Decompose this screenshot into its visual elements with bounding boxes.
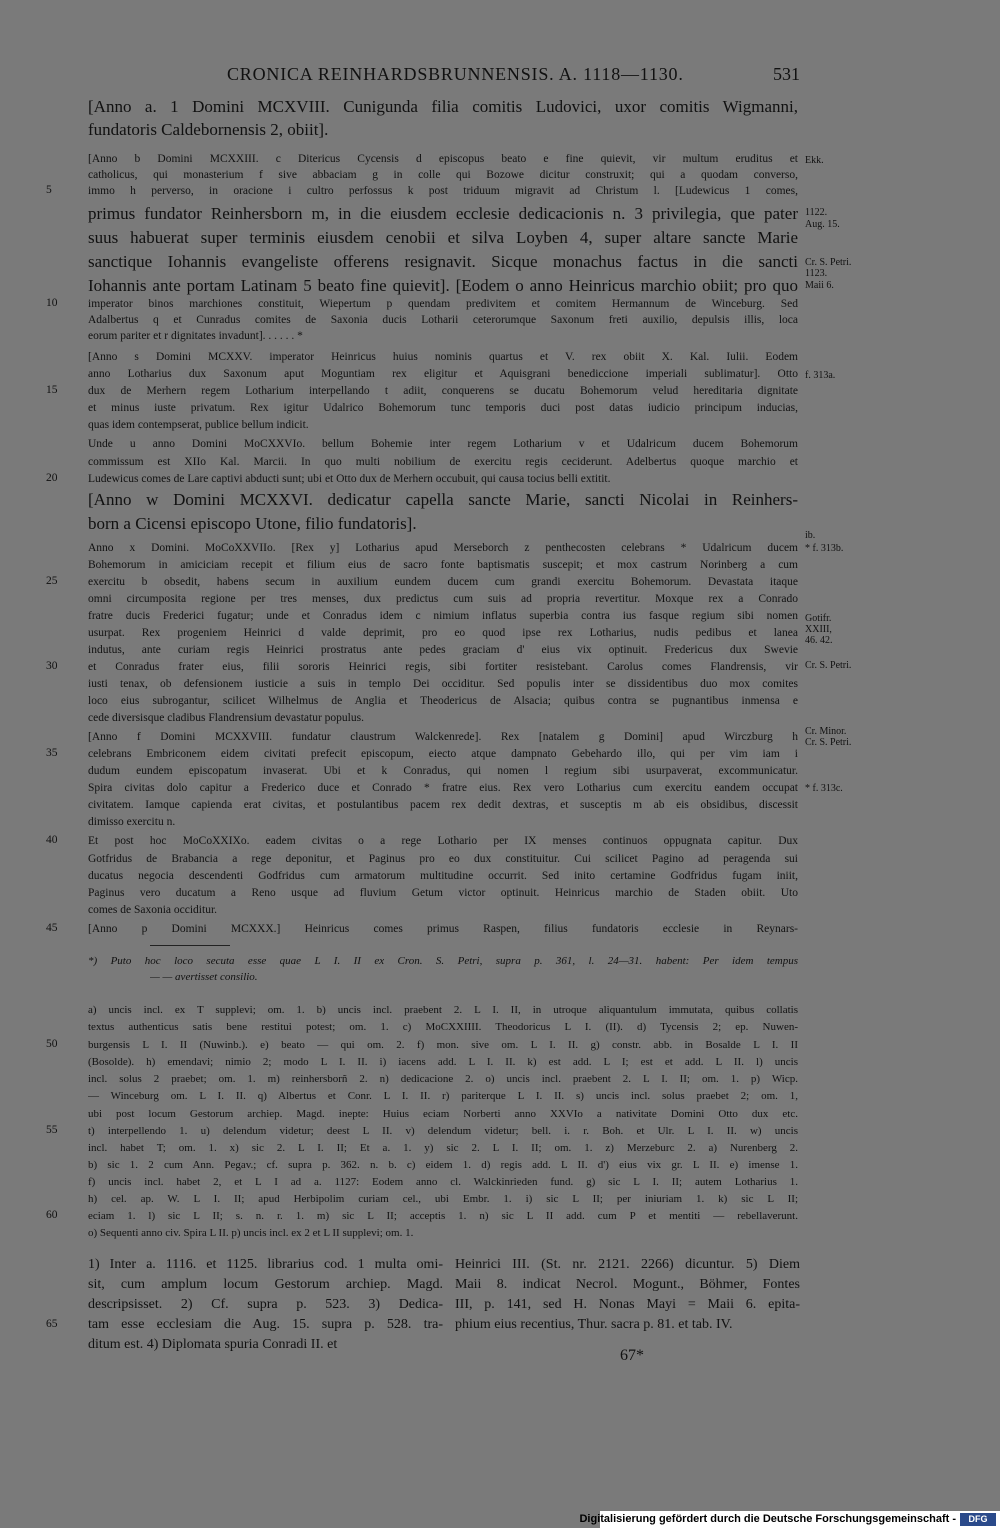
text-line: [Anno p Domini MCXXX.] Heinricus comes primus Raspen, filius fundatoris ecclesie in Reynars- [88,923,798,935]
text-line: fundatoris Caldebornensis 2, obiit]. [88,120,329,139]
text-line: comes de Saxonia occiditur. [88,904,218,916]
text-line: Gotfridus de Brabancia a rege deponitur, et Paginus pro eo dux constituitur. Cui scilicet Pagino ad peragenda sui [88,853,798,865]
apparatus-line: a) uncis incl. ex T supplevi; om. 1. b) uncis incl. praebent 2. L I. II, in utroque aliquantulum immutata, quibus collatis [88,1004,798,1016]
text-line: anno Lotharius dux Saxonum aput Moguntiam rex eligitur et Aquisgrani benediccione imperiali sublimatur]. Otto [88,368,798,380]
line-number: 60 [46,1209,58,1221]
apparatus-line: incl. solus 2 praebet; om. 1. m) reinhersborñ 2. n) dedicacione 2. o) uncis incl. praebent 2. L I. II; om. 1. p) Wicp. [88,1073,798,1085]
footnote-rule [150,945,230,946]
margin-note: ib. [805,530,816,541]
margin-note: Aug. 15. [805,219,840,230]
signature-mark: 67* [620,1347,644,1364]
text-line: dimisso exercitu n. [88,816,176,828]
margin-note: 1122. [805,207,828,218]
apparatus-line: burgensis L I. II (Nuwinb.). e) beato — qui om. 2. f) mon. sive om. L I. II. g) constr. abb. in Bosalde L I. II [88,1039,798,1051]
text-line: et minus iuste privatum. Rex igitur Udalrico Bohemorum tunc temporis duci post datas iudicio principum inducias, [88,402,798,414]
line-number: 65 [46,1318,58,1330]
footnote-line: — — avertisset consilio. [150,971,258,983]
text-line: Ludewicus comes de Lare captivi abducti sunt; ubi et Otto dux de Merhern occubuit, qui causa tocius belli extitit. [88,473,611,485]
running-title: CRONICA REINHARDSBRUNNENSIS. A. 1118—1130. [227,64,684,84]
text-line: Paginus vero ducatum a Reno usque ad fluvium Getum victor optinuit. Heinricus marchio de Staden obiit. Uto [88,887,798,899]
text-line: Iohannis ante portam Latinam 5 beato fine quievit]. [Eodem o anno Heinricus marchio obiit; pro quo [88,276,798,295]
apparatus-line: ubi post locum Gestorum archiep. Magd. inepte: Huius eciam Norberti anno XXVIo a nativitate Domini Otto dux etc. [88,1108,798,1120]
running-header [120,64,800,90]
text-line: Bohemorum in amiciciam recepit et filium eius de sacro fonte baptismatis suscepit; et mox castrum Norinberg a cum [88,559,798,571]
text-line: civitatem. Iamque capienda erat civitas, et postulantibus pacem rex dedit dextras, et susceptis m ab eis obsidibus, discessit [88,799,798,811]
note-line: Maii 8. indicat Necrol. Mogunt., Böhmer, Fontes [455,1277,800,1292]
line-number: 55 [46,1124,58,1136]
text-line: Adalbertus q et Cunradus comites de Saxonia ducis Lotharii ceterorumque Saxonum freti auxilio, depulsis illis, loca [88,314,798,326]
text-line: omni circumposita regione per tres menses, dux predictus cum suis ad propria revertitur. Moxque rex a Conrado [88,593,798,605]
line-number: 30 [46,660,58,672]
apparatus-line: textus authenticus satis bene restitui potest; om. 1. c) MoCXXIIII. Theodoricus L I. (II). d) Tycensis 2; ep. Nuwen- [88,1021,798,1033]
text-line: imperator binos marchiones constituit, Wiepertum p quendam predivitem et comitem Hermannum de Winceburg. Sed [88,298,798,310]
text-line: dudum eundem episcopatum invaserat. Ubi et k Conradus, qui nomen l regium sibi usurpaverat, excommunicatur. [88,765,798,777]
margin-note: Maii 6. [805,280,834,291]
margin-note: f. 313a. [805,370,836,381]
page-number: 531 [773,64,800,84]
apparatus-line: — Winceburg om. L I. II. q) Albertus et Conr. L I. II. r) pariterque L I. II. s) uncis incl. solus praebet 2; om. 1, [88,1090,798,1102]
margin-note: * f. 313c. [805,783,843,794]
text-line: indutus, ante curiam regis Heinrici prostratus ante pedes graciam d' eius vix optinuit. Fredericus dux Swevie [88,644,798,656]
line-number: 15 [46,384,58,396]
apparatus-line: (Bosolde). h) emendavi; nimio 2; modo L I. II. i) iacens add. L I. II. k) est add. L I; est et add. L II. l) uncis [88,1056,798,1068]
note-line: III, p. 141, sed H. Nonas Mayi = Maii 6. epita- [455,1297,800,1312]
apparatus-line: incl. habet T; om. 1. x) sic 2. L I. II; Et a. 1. y) sic 2. L I. II; om. 1. z) Merzeburc 2. a) Nurenberg 2. [88,1142,798,1154]
text-line: loco eius subrogantur, scilicet Wilhelmus de Anglia et Theodericus de Alsacia; quibus contra se pugnantibus inmensa e [88,695,798,707]
apparatus-line: o) Sequenti anno civ. Spira L II. p) uncis incl. ex 2 et L II supplevi; om. 1. [88,1227,414,1239]
text-line: born a Cicensi episcopo Utone, filio fundatoris]. [88,514,417,533]
margin-note: Cr. S. Petri. [805,257,852,268]
note-line: sit, cum amplum locum Gestorum archiep. Magd. [88,1277,443,1292]
apparatus-line: t) interpellendo 1. u) delendum videtur; deest L II. v) delendum videtur; bell. i. r. Boh. et Ulr. L I. II. w) uncis [88,1125,798,1137]
notes-right-column [455,1255,800,1335]
text-line: Anno x Domini. MoCoXXVIIo. [Rex y] Lotharius apud Merseborch z penthecosten celebrans * Udalricum ducem [88,542,798,554]
text-line: Et post hoc MoCoXXIXo. eadem civitas o a rege Lothario per IX menses continuos oppugnata capitur. Dux [88,835,798,847]
notes-left-column [88,1255,443,1355]
note-line: phium eius recentius, Thur. sacra p. 81. et tab. IV. [455,1317,733,1332]
margin-note: Ekk. [805,155,824,166]
text-line: immo h perverso, in oracione i cultro perfossus k post triduum migravit ad Christum l. [Ludewicus 1 comes, [88,185,798,197]
text-line: quas idem contempserat, publice bellum indicit. [88,419,309,431]
dfg-logo: DFG [960,1513,996,1526]
line-number: 35 [46,747,58,759]
text-line: [Anno s Domini MCXXV. imperator Heinricus huius nominis quartus et V. rex obiit X. Kal. Iulii. Eodem [88,351,798,363]
margin-note: Gotifr. [805,613,832,624]
margin-note: 46. 42. [805,635,833,646]
funding-text: Digitalisierung gefördert durch die Deutsche Forschungsgemeinschaft - [579,1513,956,1525]
text-line: commissum est XIIo Kal. Marcii. In quo multi nobilium de exercitu regis ceciderunt. Adelbertus quoque marchio et [88,456,798,468]
line-number: 40 [46,834,58,846]
line-number: 20 [46,472,58,484]
text-line: primus fundator Reinhersborn m, in die eiusdem ecclesie dedicacionis n. 3 privilegia, que pater [88,204,798,223]
note-line: ditum est. 4) Diplomata spuria Conradi II. et [88,1337,338,1352]
dfg-footer-banner [579,1511,1000,1528]
text-line: et Conradus frater eius, filii sororis Heinrici regis, sibi fortiter resistebant. Carolus comes Flandrensis, vir [88,661,798,673]
line-number: 5 [46,184,52,196]
margin-note: XXIII, [805,624,832,635]
note-line: Heinrici III. (St. nr. 2121. 2266) dicuntur. 5) Diem [455,1257,800,1272]
text-line: eorum pariter et r dignitates invadunt]. . . . . . * [88,330,303,342]
text-line: celebrans Embriconem eidem civitati prefecit episcopum, eiecto atque dampnato Gebehardo illo, qui per vim iam i [88,748,798,760]
text-line: suus habuerat super terminis eiusdem cenobii et silva Loyben 4, super altare sancte Marie [88,228,798,247]
note-line: 1) Inter a. 1116. et 1125. librarius cod. 1 multa omi- [88,1257,443,1272]
apparatus-line: f) uncis incl. habet 2, et L I ad a. 1127: Eodem anno cl. Walckinrieden fund. g) sic L I. II; autem Lotharius 1. [88,1176,798,1188]
apparatus-line: eciam 1. l) sic L II; s. n. r. 1. m) sic L II; acceptis 1. n) sic L II add. cum P et mentiti — rebellaverunt. [88,1210,798,1222]
apparatus-line: h) cel. ap. W. L I. II; apud Herbipolim curiam cel., ubi Embr. 1. i) sic L II; per iniuriam 1. k) sic L II; [88,1193,798,1205]
text-line: sanctique Iohannis evangeliste offerens resignavit. Sicque monachus factus in die sancti [88,252,798,271]
note-line: descripsisset. 2) Cf. supra p. 523. 3) Dedica- [88,1297,443,1312]
text-line: [Anno w Domini MCXXVI. dedicatur capella sancte Marie, sancti Nicolai in Reinhers- [88,490,798,509]
text-line: [Anno a. 1 Domini MCXVIII. Cunigunda filia comitis Ludovici, uxor comitis Wigmanni, [88,97,798,116]
line-number: 50 [46,1038,58,1050]
text-line: exercitu b obsedit, habens secum in auxilium eundem ducem cum grandi exercitu Bohemorum. Devastata itaque [88,576,798,588]
footnote-line: *) Puto hoc loco secuta esse quae L I. II ex Cron. S. Petri, supra p. 361, l. 24—31. habent: Per idem tempus [88,955,798,967]
margin-note: 1123. [805,268,828,279]
text-line: iusti tenax, ob defensionem iusticie a suis in templo Dei occiditur. Sed populis inter se dissidentibus duo mox comites [88,678,798,690]
apparatus-line: b) sic 1. 2 cum Ann. Pegav.; cf. supra p. 362. n. b. c) eidem 1. d) regis add. L II. d') eius vix gr. L II. e) imense 1. [88,1159,798,1171]
text-line: [Anno b Domini MCXXIII. c Ditericus Cycensis d episcopus beato e fine quievit, vir multum eruditus et [88,153,798,165]
line-number: 25 [46,575,58,587]
text-line: fratre ducis Frederici fugatur; unde et Conradus idem c nimium inflatus superbia contra ius fasque regium sibi nomen [88,610,798,622]
margin-note: Cr. Minor. [805,726,847,737]
text-line: ducatus negocia descendenti Godfridus cum armatorum multitudine occurrit. Sed inito certamine Godfridus fugam iniit, [88,870,798,882]
text-line: Unde u anno Domini MoCXXVIo. bellum Bohemie inter regem Lotharium v et Udalricum ducem Bohemorum [88,438,798,450]
text-line: [Anno f Domini MCXXVIII. fundatur claustrum Walckenrede]. Rex [natalem g Domini] apud Wirczburg h [88,731,798,743]
line-number: 45 [46,922,58,934]
margin-note: Cr. S. Petri. [805,660,852,671]
note-line: tam esse ecclesiam die Aug. 15. supra p. 528. tra- [88,1317,443,1332]
text-line: catholicus, qui monasterium f sive abbaciam g in colle qui Bozowe dicitur construxit; qui a quodam converso, [88,169,798,181]
margin-note: * f. 313b. [805,543,844,554]
margin-note: Cr. S. Petri. [805,737,852,748]
text-line: cede diversisque cladibus Flandrensium devastatur populus. [88,712,364,724]
text-line: usurpat. Rex progeniem Heinrici d valde deprimit, pro eo quod ipse rex Lotharius, nudis pedibus et lanea [88,627,798,639]
text-line: dux de Merhern regem Lotharium interpellando t adiit, conquerens se ducatu Bohemorum velud hereditaria dignitate [88,385,798,397]
line-number: 10 [46,297,58,309]
text-line: Spira civitas dolo capitur a Frederico duce et Conrado * fratre eius. Rex vero Lotharius cum exercitu eandem occupat [88,782,798,794]
